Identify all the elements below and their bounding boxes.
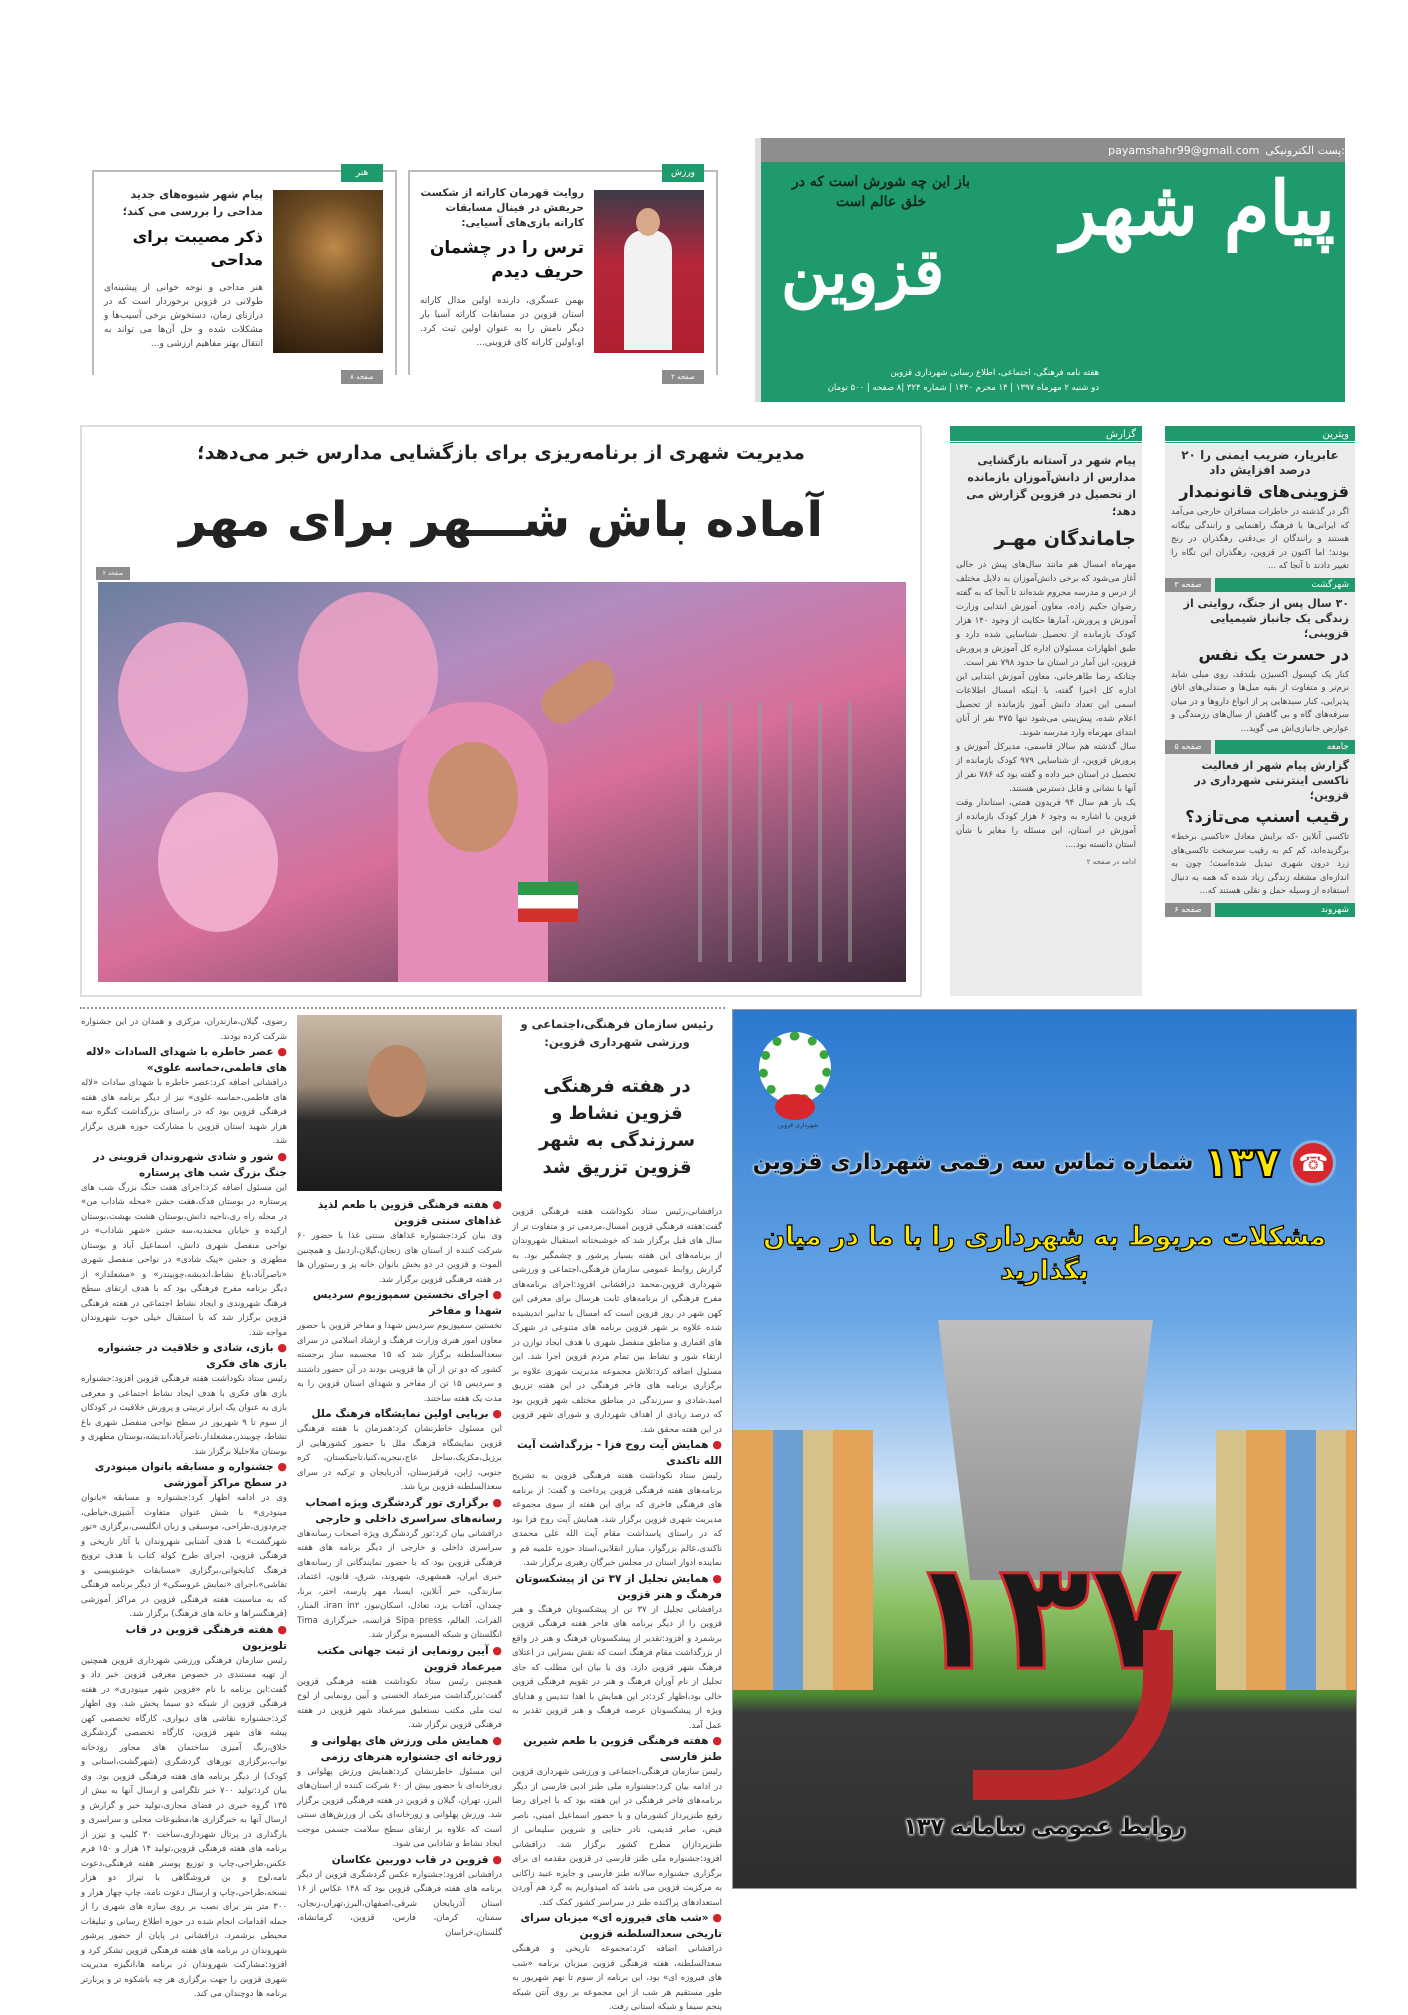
subheading: [81, 1459, 287, 1491]
report-paragraph: سال گذشته هم سالار قاسمی، مدیرکل آموزش و پرورش قزوین، از شناسایی ۹۷۹ کودک بازمانده از تحصیل در استان خبر داده و گفته بود که ۷۸۶ نفر از آنها با نشانی و قابل دسترس هستند.: [956, 742, 1136, 794]
telephone-icon: ☎: [1290, 1140, 1336, 1186]
section-bar: ویترین: [1165, 426, 1355, 444]
hotline-number: ۱۳۷: [1203, 1138, 1281, 1187]
subheading-text: همایش ملی ورزش های پهلوانی و زورخانه ای جشنواره هنرهای رزمی: [311, 1734, 502, 1763]
paragraph: این مسئول اضافه کرد:اجرای هفت جنگ بزرگ شب های پرستاره در بوستان فدک،هفت جشن «محله شاداب من» در محله راه ری،ناحیه دانش،بوستان هشت بهشت،بوستان ارکیده و خیابان محمدیه،سه جشن «شهر شاداب» در نواحی منفصل شهری دانش، اسماعیل آباد و بوستان مطهری و جشن «پیک شادی» در نواحی منفصل شهری «ناصرآباد،باغ نشاط،اندیشه،چوبیندر» و «مشعلدار» از دیگر برنامه مفرح فرهنگی بود که با هدف ارتقای سطح فرهنگ شهروندی و ایجاد نشاط اجتماعی در هفته فرهنگی قزوین برگزار شد که با استقبال خیلی خوب شهروندان مواجه شد.: [81, 1182, 287, 1338]
subheading: [297, 1197, 502, 1229]
paragraph: همچنین رئیس ستاد نکوداشت هفته فرهنگی قزوین گفت:بزرگداشت میرعماد الحسنی و آیین رونمایی از لوح ثبت ملی مکتب نستعلیق میرعماد شهر قزوین در هفته فرهنگی قزوین برگزار شد.: [297, 1676, 502, 1730]
report-headline[interactable]: جاماندگان مهـر: [994, 528, 1136, 550]
red-bullet-icon: ●: [488, 1198, 502, 1211]
paragraph: درافشانی بیان کرد:تور گردشگری ویژه اصحاب رسانه‌های سراسری داخلی و خارجی از دیگر برنامه های هفته فرهنگی قزوین بود که با حضور نمایندگانی از رسانه‌های خبری ایران، همشهری، شهروند، شرق، قانون، اعتماد، سازندگی، خبر آنلاین، ایسنا، مهر پارسه، اختر، برنا، چمدان، آفتاب یزد، تعادل، اسکان‌نیوز، iran in۲، المنار، الفرات، العالم، Sipa press فرانسه، خبرگزاری Tima انگلستان و شبکه المسیره برگزار شد.: [297, 1528, 503, 1640]
subheading-text: هفته فرهنگی قزوین با طعم شیرین طنز فارسی: [523, 1735, 722, 1763]
subheading: [297, 1406, 502, 1422]
subheading-text: همایش آیت روح فزا - بزرگداشت آیت الله تاکندی: [517, 1439, 722, 1467]
red-bullet-icon: ●: [488, 1407, 502, 1420]
email-label: پست الکترونیکی:: [1265, 143, 1345, 157]
paragraph: درافشانی تجلیل از ۳۷ تن از پیشکسوتان فرهنگ و هنر قزوین را از دیگر برنامه های فاخر هفته فرهنگی قزوین برشمرد و افزود:تقدیر از پیشکسوتان فرهنگ و هنر در واقع از بزرگداشت مقام فرهنگ است که نقش بسزایی در اعتلای فرهنگ شهر قزوین دارد. وی با بیان این مطلب که جای تجلیل از نام آوران فرهنگ و هنر در تقویم فرهنگی قزوین خالی بود،اظهار کرد:در این همایش با اهدا تندیس و هدایای ویژه از پیشکسوتان عرصه فرهنگ و هنر قزوین تقدیر به عمل آمد.: [512, 1604, 722, 1731]
article-headline[interactable]: قزوینی‌های قانونمدار: [1179, 482, 1349, 501]
report-paragraph: مهرماه امسال هم مانند سال‌های پیش در حالی آغاز می‌شود که برخی دانش‌آموزان به دلایل مختلف از درس و مدرسه محروم شده‌اند تا آنجا که به گفته رضوان حکیم زاده، معاون آموزش ابتدایی وزارت آموزش و پرورش، آمارها حکایت از وجود ۱۴۰ هزار کودک بازمانده از تحصیل شناسایی شده دارد و طبق اظهارات مسئولان اداره کل آموزش و پرورش قزوین، این آمار در استان ما حدود ۷۹۸ نفر است.: [956, 560, 1137, 668]
teaser-kicker: روایت قهرمان کاراته از شکست حریفش در فینال مسابقات کاراته بازی‌های آسیایی:: [420, 187, 584, 229]
subheading: [512, 1733, 722, 1765]
athlete-photo: [594, 190, 704, 353]
section-tag: ورزش: [662, 164, 704, 182]
paragraph: وی بیان کرد:جشنواره غذاهای سنتی غذا با حضور ۶۰ شرکت کننده از استان های زنجان،گیلان،اردبیل و همچنین الموت و قزوین در دو بخش بانوان خانه پز و رستوران ها در هفته فرهنگی قزوین برگزار شد.: [297, 1231, 502, 1285]
teaser-text: [420, 186, 584, 350]
culture-week-section-list: [297, 1197, 502, 1940]
subheading: [512, 1571, 722, 1603]
red-bullet-icon: ●: [273, 1149, 287, 1163]
teaser-art[interactable]: [92, 168, 397, 381]
eulogist-photo: [273, 190, 383, 353]
subheading-text: جشنواره و مسابقه بانوان مینودری در سطح مراکز آموزشی: [94, 1461, 287, 1489]
paragraph: نخستین سمپوزیوم سردیس شهدا و مفاخر قزوین با حضور معاون امور هنری وزارت فرهنگ و ارشاد اسلامی در سرای سعدالسلطنه برگزار شد که ۱۵ مجسمه ساز برجسته کشور که دو تن از آن ها قزوینی بودند در آن حضور داشتند و سردیس ۱۵ تن از مفاخر و شهدای استان قزوین را به مدت یک هفته ساختند.: [297, 1321, 502, 1404]
red-bullet-icon: ●: [488, 1733, 502, 1747]
red-bullet-icon: ●: [488, 1288, 502, 1301]
email-bar: [761, 138, 1345, 162]
next-section-label: جامعه: [1215, 740, 1355, 754]
hotline-title: [733, 1138, 1356, 1187]
red-bullet-icon: ●: [708, 1438, 722, 1451]
subheading: [512, 1437, 722, 1469]
red-bullet-icon: ●: [488, 1495, 502, 1509]
next-section-label: شهروند: [1215, 903, 1355, 917]
article-body: تاکسی آنلاین -که برایش معادل «تاکسی برخط» برگزیده‌اند، کم کم به رقیب سرسخت تاکسی‌های زرد درون شهری تبدیل شده‌است؛ چون به اندازه‌ای مشغله زندگی زیاد شده که همه به دنبال استفاده از وسیله حمل و نقلی هستند که...: [1171, 832, 1349, 896]
subheading-text: برپایی اولین نمایشگاه فرهنگ ملل: [311, 1408, 489, 1420]
subheading-text: عصر خاطره با شهدای السادات «لاله های فاطمی،حماسه علوی»: [86, 1046, 287, 1074]
subheading-text: هفته فرهنگی قزوین با طعم لذیذ غذاهای سنتی قزوین: [317, 1199, 502, 1227]
teaser-headline[interactable]: ترس را در چشمان حریف دیدم: [429, 238, 584, 282]
subheading-text: «شب های فیروزه ای» میزبان سرای تاریخی سعدالسلطنه قزوین: [520, 1912, 722, 1940]
red-bullet-icon: ●: [488, 1852, 502, 1866]
subheading: [297, 1495, 502, 1527]
subheading-text: برگزاری تور گردشگری ویژه اصحاب رسانه‌های سراسری داخلی و خارجی: [305, 1496, 502, 1525]
teaser-body: بهمن عسگری، دارنده اولین مدال کاراته استان قزوین در مسابقات کاراته آسیا بار دیگر نامش را به عنوان اولین ثبت کرد. او،اولین کاراته کای قزوینی...: [420, 296, 584, 348]
ad-footer-credit: روابط عمومی سامانه ۱۳۷: [903, 1815, 1186, 1840]
section-footer: [1165, 903, 1355, 917]
red-bullet-icon: ●: [273, 1045, 287, 1058]
issue-line: دو شنبه ۲ مهرماه ۱۳۹۷ | ۱۴ محرم ۱۴۴۰ | شماره ۳۲۴ |۸ صفحه | ۵۰۰ تومان: [827, 383, 1099, 393]
subheading-text: اجرای نخستین سمپوزیوم سردیس شهدا و مفاخر: [312, 1289, 502, 1317]
report-column: [950, 426, 1142, 996]
hotline-slogan: مشکلات مربوط به شهرداری را با ما در میان بگذارید: [762, 1222, 1327, 1286]
logo-wordmark-city: قزوین: [781, 235, 945, 310]
section-footer: [1165, 740, 1355, 754]
subheading-text: شور و شادی شهروندان قزوینی در جنگ بزرگ شب های پرستاره: [93, 1150, 287, 1179]
paragraph: درافشانی افزود:جشنواره عکس گردشگری قزوین از دیگر برنامه های هفته فرهنگی قزوین بود که ۱۴۸ عکاس از ۱۶ استان آذربایجان شرقی،اصفهان،البرز،تهران،زنجان، سمنان، کرمان، فارس، قزوین، کرمانشاه، گلستان،خراسان: [297, 1869, 502, 1938]
paragraph: درافشانی اضافه کرد:مجموعه تاریخی و فرهنگی سعدالسلطنه، هفته فرهنگی قزوین میزبان برنامه «شب های فیروزه ای» بود، این برنامه از سوم تا نهم شهریور به طور مستقیم هر شب از این مجموعه بر روی آنتن شبکه پنجم سیما و شبکه استانی رفت.: [512, 1944, 722, 2012]
teaser-sport[interactable]: [408, 168, 718, 381]
teaser-text: [104, 186, 263, 351]
masthead: [755, 138, 1345, 402]
subheading: [297, 1733, 502, 1765]
culture-week-headline[interactable]: در هفته فرهنگی قزوین نشاط و سرزندگی به شهر قزوین تزریق شد: [538, 1076, 696, 1178]
main-headline[interactable]: آماده باش شـــهر برای مهر: [179, 492, 823, 548]
subheading: [297, 1287, 502, 1319]
article-headline[interactable]: در حسرت یک نفس: [1198, 644, 1349, 664]
subheading-text: همایش تجلیل از ۳۷ تن از پیشکسوتان فرهنگ و هنر قزوین: [515, 1572, 722, 1601]
red-bullet-icon: ●: [273, 1622, 287, 1636]
subheading-text: بازی، شادی و خلاقیت در جشنواره بازی های فکری: [97, 1342, 287, 1370]
subheading: [297, 1643, 502, 1675]
page-ref[interactable]: صفحه ۲: [96, 567, 130, 580]
section-tag: هنر: [341, 164, 383, 182]
paragraph: این مسئول خاطرنشان کرد:همزمان با هفته فرهنگی قزوین نمایشگاه فرهنگ ملل با حضور کشورهایی از برزیل،مکزیک،ساحل عاج،نیجریه،کنیا،تاجیکستان، کره جنوبی، ژاپن، قرقیزستان، آذربایجان و ترکیه در سرای سعدالسلطنه قزوین برپا شد.: [297, 1424, 502, 1492]
red-bullet-icon: ●: [273, 1460, 287, 1473]
article-kicker: عابریار، ضریب ایمنی را ۲۰ درصد افزایش داد: [1181, 448, 1339, 477]
sidebar-column: [1165, 426, 1355, 917]
subheading-text: هفته فرهنگی قزوین در قاب تلویزیون: [125, 1623, 287, 1652]
article-kicker: گزارش پیام شهر از فعالیت تاکسی اینترنتی شهرداری در قزوین؛: [1194, 759, 1349, 802]
hotline-137-advertisement[interactable]: [732, 1009, 1357, 1889]
red-bullet-icon: ●: [708, 1571, 722, 1585]
culture-week-section-list: [81, 1015, 287, 2002]
subheading: [297, 1852, 502, 1868]
culture-week-col2: [297, 1015, 503, 1938]
subheading: [81, 1044, 287, 1076]
page-ref[interactable]: صفحه ۲: [662, 370, 704, 384]
email-address[interactable]: payamshahr99@gmail.com: [1108, 143, 1260, 157]
sidebar-article: [1165, 754, 1355, 903]
paragraph: درافشانی،رئیس ستاد نکوداشت هفته فرهنگی قزوین گفت:هفته فرهنگی قزوین امسال،مردمی تر و متفاوت تر از سال های قبل برگزار شد که خوشبختانه استقبال شهروندان از برنامه‌های این هفته بسیار پرشور و چشمگیر بود. به گزارش روابط عمومی سازمان فرهنگی،اجتماعی و ورزشی شهرداری قزوین،محمد درافشانی افزود:اجرای برنامه‌های مفرح فرهنگی از برنامه‌های ثابت هرسال برای معرفی این کهن شهر در روز قزوین است که امسال با تدابیر اندیشیده شده علاوه بر شهر قزوین برنامه های متنوعی در شهرک های اقماری و مناطق منفصل شهری با هدف ایجاد توازن در ارتقاء شور و نشاط بین تمام مردم قزوین اجرا شد. این مسئول اضافه کرد:تلاش مجموعه مدیریت شهری علاوه بر برگزاری برنامه های فاخر فرهنگی در این هفته تزریق امید،شادی و سرزندگی در مناطق مختلف شهر قزوین بود که درصد زیادی از اهداف شهرداری و شورای شهر قزوین در این هفته محقق شد.: [512, 1207, 722, 1435]
motto: باز این چه شورش است که در خلق عالم است: [791, 174, 971, 210]
subheading: [512, 1910, 722, 1942]
teaser-body: هنر مداحی و نوحه خوانی از پیشینه‌ای طولانی در قزوین برخوردار است که در درازنای زمان، دستخوش برخی آسیب‌ها و مشکلات شده و حل آن‌ها می تواند به انتقال بهتر مفاهیم ارزشی و...: [104, 283, 263, 349]
sidebar-article: [1165, 592, 1355, 741]
report-article: [950, 444, 1142, 874]
culture-week-section-list: [512, 1205, 722, 2015]
publication-description: هفته نامه فرهنگی، اجتماعی، اطلاع رسانی شهرداری قزوین: [890, 368, 1099, 378]
paragraph: رئیس سازمان فرهنگی،اجتماعی و ورزشی شهرداری قزوین در ادامه بیان کرد:جشنواره ملی طنز ادبی فارسی از دیگر برنامه‌های فاخر فرهنگی در این هفته بود که با اجرای رضا رفیع طنزپرداز کشورمان و با حضور اسماعیل امینی، ناصر فیض، صابر قدیمی، نادر ختایی و شروین سلیمانی از طنزپردازان مطرح کشور برگزار شد. درافشانی افزود:جشنواره ملی طنز فارسی در قزوین مقدمه ای برای برگزاری جشنواره سالانه طنز فارسی و جایزه عبید زاکانی به مرکزیت قزوین می باشد که امیدواریم به گرد هم آوردن استعدادهای پراکنده طنز در سراسر کشور کمک کند.: [512, 1767, 722, 1908]
schoolgirl-balloons-photo: [98, 582, 906, 982]
culture-week-col3: [512, 1015, 722, 2012]
section-bar: گزارش: [950, 426, 1142, 444]
sidebar-article: [1165, 444, 1355, 578]
page-ref[interactable]: صفحه ۵: [1165, 740, 1211, 754]
page-ref[interactable]: صفحه ۶: [1165, 903, 1211, 917]
logo-caption: شهرداری قزوین: [777, 1122, 819, 1129]
paragraph: رضوی، گیلان،مازندران، مرکزی و همدان در این جشنواره شرکت کرده بودند.: [81, 1017, 287, 1042]
paragraph: این مسئول خاطرنشان کرد:همایش ورزش پهلوانی و زورخانه‌ای با حضور بیش از ۶۰ شرکت کننده از استان‌های البرز، تهران، گیلان و قزوین در هفته فرهنگی قزوین برگزار شد. ورزش پهلوانی و زورخانه‌ای یکی از ورزش‌های سنتی است که علاوه بر ارتقای سطح سلامت جسمی موجب ایجاد نشاط و شادابی می شود.: [297, 1766, 502, 1849]
paragraph: وی در ادامه اظهار کرد:جشنواره و مسابقه «بانوان مینودری» با شش عنوان متفاوت آشپزی،خیاطی، چرم‌دوزی،طراحی، موسیقی و زبان انگلیسی،برگزاری «تور شهرگشت» با هدف آشنایی شهروندان با آثار تاریخی و فرهنگی قزوین، اجرای طرح کوله کتاب با هدف ترویج فرهنگ کتابخوانی،برگزاری «مسابقات خوشنویسی و تقاشی»،اجرای «نمایش عروسکی» از دیگر برنامه فرهنگی که به مناسبت هفته فرهنگی قزوین در مراکز آموزشی (فرهنگسراها و خانه های فرهنگ) برگزار شد.: [81, 1493, 287, 1619]
subheading: [81, 1622, 287, 1654]
paragraph: رئیس سازمان فرهنگی ورزشی شهرداری قزوین همچنین از تهیه مستندی در خصوص معرفی قزوین خبر داد و گفت:این برنامه با نام «قزوین شهر مینودری» در هفته فرهنگی قزوین از شبکه دو سیما پخش شد. وی اظهار کرد:جشنواره نقاشی های دیواری، کارگاه تخصصی کهن پیشه های شهر قزوین، کارگاه تخصصی گردشگری خلاق،رنگ آمیزی ساختمان های مجاور رودخانه نواب،برگزاری تورهای گردشگری (شهرگشت،استانی و کودک) از دیگر برنامه های هفته فرهنگی قزوین بود. وی بیان کرد:تولید ۷۰۰ خبر تلگرامی و ارسال آنها به بیش از ۱۳۵ گروه خبری در فضای مجازی،تولید خبر و گزارش و ارسال آنها به خبرگزاری ها،مطبوعات محلی و سراسری و بارگذاری در پرتال شهرداری،ساخت ۳۰ کلیپ و تیزر از برنامه های هفته فرهنگی قزوین،تولید ۱۴ هزار و ۱۵۰ فرم عکس،طراحی،چاپ و توزیع پوستر هفته فرهنگی،دعوت نامه،لوح و بن فروشگاهی با تیراژ دو هزار نسخه،طراحی،چاپ و ارسال دعوت نامه، چاپ چهار هزار و ۳۰۰ متر بنر برای نصب بر روی سازه های شهری را از جمله اقدامات انجام شده در حوزه اطلاع رسانی و تبلیغات محیطی برشمرد. درافشانی در پایان از حضور پرشور شهروندان در برنامه های هفته فرهنگی قزوین تشکر کرد و افزود:مشارکت شهروندان در برنامه ها،انگیزه مدیریت شهری قزوین را جهت برگزاری هر چه باشکوه تر و پربارتر برنامه ها دوچندان می کند.: [81, 1655, 288, 1999]
paragraph: درافشانی اضافه کرد:عصر خاطره با شهدای سادات «لاله های فاطمی،حماسه علوی» نیز از دیگر برنامه های هفته فرهنگی قزوین بود که در راستای بزرگداشت کنگره سه هزار شهید استان قزوین با مشارکت حوزه هنری برگزار شد.: [81, 1078, 287, 1146]
next-section-label: شهرگشت: [1215, 578, 1355, 592]
subheading: [81, 1340, 287, 1372]
culture-week-col1: [81, 1015, 288, 1999]
red-road-ribbon: [973, 1630, 1173, 1800]
continued-note[interactable]: ادامه در صفحه ۲: [1086, 858, 1136, 866]
teaser-headline[interactable]: ذکر مصیبت برای مداحی: [132, 227, 263, 269]
subheading-text: آیین رونمایی از ثبت جهانی مکتب میرعماد قزوین: [316, 1644, 502, 1673]
article-body: کنار یک کپسول اکسیژن بلندقد، روی مبلی شاید نرم‌تر و متفاوت از بقیه مبل‌ها و صندلی‌های اتاق پذیرایی، کنار سبدهایی پر از انواع داروها و در میان سرفه‌های گاه و بی گاهش از سال‌های رزمندگی و عوارض جانبازی‌اش می گوید...: [1171, 669, 1349, 734]
report-kicker: پیام شهر در آستانه بازگشایی مدارس از دانش‌آموزان بازمانده از تحصیل در قزوین گزارش می دهد؛: [966, 454, 1136, 518]
municipality-logo-flower: [775, 1094, 815, 1120]
article-headline[interactable]: رقیب اسنپ می‌تازد؟: [1185, 807, 1349, 826]
culture-week-kicker: رئیس سازمان فرهنگی،اجتماعی و ورزشی شهرداری قزوین:: [520, 1017, 714, 1049]
subheading-text: قزوین در قاب دوربین عکاسان: [331, 1853, 489, 1866]
article-kicker: ۳۰ سال پس از جنگ، روایتی از زندگی یک جانباز شیمیایی قزوینی؛: [1183, 596, 1349, 640]
red-bullet-icon: ●: [273, 1341, 287, 1354]
article-body: اگر در گذشته در خاطرات مسافران خارجی می‌آمد که ایرانی‌ها با فرهنگ راهنمایی و رانندگی بیگانه هستند و رانندگان از بی‌دقتی رهگذران در رنج بودند؛ اما اکنون در قزوین، رهگذران این نگاه را تغییر دادند تا آنجا که ...: [1171, 507, 1349, 571]
main-story: [80, 425, 922, 997]
subheading: [81, 1149, 287, 1181]
big-137-graphic: ۱۳۷: [907, 1530, 1182, 1704]
paragraph: رئیس ستاد نکوداشت هفته فرهنگی قزوین به تشریح برنامه‌های هفته فرهنگی قزوین پرداخت و گفت: از برنامه های فرهنگی فاخری که برای این هفته از سوی مجموعه مدیریت شهری قزوین برگزار شد، همایش آیت روح فزا بود که در راستای پاسداشت مقام آیت الله علی محمدی تاکندی،عالم بزرگوار، مبارز انقلابی،استاد حوزه علمیه قم و نماینده ادوار استان در مجلس خبرگان رهبری برگزار شد.: [512, 1471, 722, 1568]
logo-wordmark: پیام شهر: [1061, 166, 1335, 252]
divider: [80, 1007, 725, 1009]
main-kicker: مدیریت شهری از برنامه‌ریزی برای بازگشایی مدارس خبر می‌دهد؛: [197, 442, 805, 464]
hotline-description: شماره تماس سه رقمی شهرداری قزوین: [752, 1150, 1194, 1175]
red-bullet-icon: ●: [708, 1734, 722, 1747]
paragraph: رئیس ستاد نکوداشت هفته فرهنگی قزوین افزود:جشنواره بازی های فکری با هدف ایجاد نشاط اجتماعی و معرفی بازی به عنوان یک ابزار تربیتی و پرورش خلاقیت در کودکان از سوم تا ۹ شهریور در سطح نواحی منفصل شهری باغ نشاط، چوبیندر،مشعلدار،ناصرآباد،اندیشه،بوستان مطهری و بوستان ملاخلیلا برگزار شد.: [81, 1374, 287, 1457]
page-ref[interactable]: صفحه ۳: [1165, 578, 1211, 592]
report-paragraph: یک بار هم سال ۹۴ فریدون همتی، استاندار وقت قزوین با اشاره به وجود ۶ هزار کودک بازمانده از آموزش در استان، این مسئله را مغایر با شأن استان دانسته بود....: [956, 798, 1137, 850]
section-footer: [1165, 578, 1355, 592]
red-bullet-icon: ●: [488, 1643, 502, 1657]
page-ref[interactable]: صفحه ۸: [341, 370, 383, 384]
report-paragraph: چنانکه رضا طاهرخانی، معاون آموزش ابتدایی این اداره کل اخیرا گفته، با اینکه امسال اطلاعات اسمی این تعداد دانش آموز بازمانده از تحصیل اعلام شده، پیش‌بینی می‌شود تنها ۳۷۵ نفر از آنان ابتدای مهرماه وارد مدرسه شوند.: [956, 672, 1136, 738]
teaser-kicker: پیام شهر شیوه‌های جدید مداحی را بررسی می کند؛: [122, 188, 263, 218]
red-bullet-icon: ●: [708, 1911, 722, 1924]
official-portrait-photo: [297, 1015, 502, 1191]
masthead-info: [769, 366, 1099, 396]
